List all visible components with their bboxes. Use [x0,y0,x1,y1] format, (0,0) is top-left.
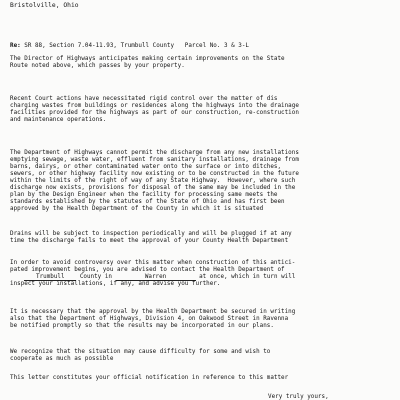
text-line: pated improvement begins, you are advised to contact the Health Department of [10,267,285,273]
text-line: within the limits of the right of way of any State Highway. However, where such [10,178,296,184]
paragraph-official-notice [10,375,400,382]
re-subject-text: SR 88, Section 7.04-11.93, Trumbull County Parcel No. 3 & 3-L [20,43,249,49]
text-line: Drains will be subject to inspection periodically and will be plugged if at any [10,231,292,237]
paragraph-discharge-policy [10,150,400,213]
text-line: standards established by the statutes of the State of Ohio and has first been [10,199,285,205]
text-line: facilities provided for the highways as part of our construction, re-construction [10,110,299,116]
text-line: It is necessary that the approval by the Health Department be secured in writing [10,309,296,315]
paragraph-drain-inspection [10,231,400,245]
text-line: charging wastes from buildings or residences along the highways into the drainage [10,103,299,109]
text-line: plan by the Design Engineer when the facility for processing same meets the [10,192,278,198]
text-line: We recognize that the situation may cause difficulty for some and wish to [10,349,271,355]
text-line: This letter constitutes your official notification in reference to this matter [10,375,289,381]
text-line: Recent Court actions have necessitated rigid control over the matter of dis [10,96,278,102]
text-line: The Director of Highways anticipates making certain improvements on the State [10,56,285,62]
re-subject-line [10,43,249,50]
indent [10,274,24,280]
header-city: Bristolville, Ohio [10,2,79,9]
text-line: and maintenance operations. [10,117,107,123]
paragraph-cooperation [10,349,400,363]
paragraph-contact-health-dept [10,260,400,288]
text-line: emptying sewage, waste water, effluent from sanitary installations, drainage from [10,157,299,163]
text-fragment: at once, which in turn will [195,274,296,280]
text-line: be notified promptly so that the results may be incorporated in our plans. [10,323,274,329]
text-line: discharge now exists, provisions for disposal of the same may be included in the [10,185,296,191]
re-label: Re: [10,43,21,49]
text-line: Route noted above, which passes by your property. [10,63,185,69]
text-line: In order to avoid controversy over this matter when construction of this antici- [10,260,296,266]
paragraph-improvements [10,56,400,70]
text-line: also that the Department of Highways, Division 4, on Oakwood Street in Ravenna [10,316,289,322]
text-line: time the discharge fails to meet the approval of your County Health Department [10,238,289,244]
text-line: inspect your installations, if any, and advise you further. [10,281,221,287]
text-line: barns, dairys, or other contaminated water onto the surface or into ditches, [10,164,282,170]
text-fragment: County in [76,274,116,280]
paragraph-approval-writing [10,309,400,330]
paragraph-court-actions [10,96,400,124]
closing-salutation: Very truly yours, [268,394,329,400]
county-seat-field: Warren [116,274,196,281]
text-line: cooperate as much as possible [10,356,114,362]
text-line: sewers, or other highway facility now existing or to be constructed in the future [10,171,299,177]
text-line-with-fields [10,274,400,281]
text-line: The Department of Highways cannot permit the discharge from any new installations [10,150,299,156]
text-line: approved by the Health Department of the County in which it is situated [10,206,264,212]
county-name-field: Trumbull [24,274,76,281]
